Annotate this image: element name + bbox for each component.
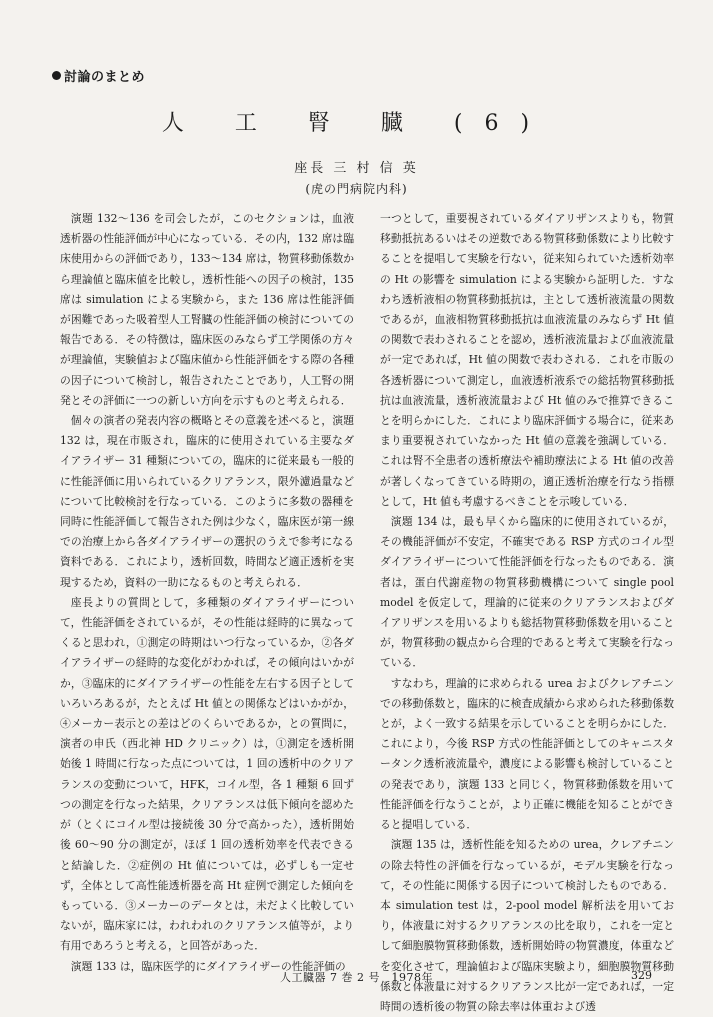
paragraph: 演題 132〜136 を司会したが，このセクションは，血液透析器の性能評価が中心になっている．その内，132 席は臨床使用からの評価であり，133〜134 席は，物質移動係数から理論値と臨床値を比較し，透析性能への因子の検討，135 席は simulation による実験から，また 136 席は性能評価が困難であった吸着型人工腎臓の性能評価の検討についての報告である．その特徴は，臨床医のみならず工学関係の方々が理論値，実験値および臨床値から性能評価をする際の各種の因子について検討し，報告されたことであり，人工腎の開発とその評価に一つの新しい方向を示すものと考えられる． bbox=[60, 212, 354, 407]
page-number: 329 bbox=[631, 969, 652, 982]
bullet-icon bbox=[52, 71, 61, 80]
paragraph: すなわち，理論的に求められる urea およびクレアチニンでの移動係数と，臨床的に検査成績から求められた移動係数とが，よく一致する結果を示していることを明らかにした．これにより，今後 RSP 方式の性能評価としてのキャニスタータンク透析液流量や，濃度による影響も検討していることの発表であり，演題 133 と同じく，物質移動係数を用いて性能評価を行なうことが，より正確に機能を知ることができると提唱している． bbox=[380, 676, 674, 832]
journal-citation: 人工臓器 7 巻 2 号 1978年 bbox=[280, 971, 433, 984]
paragraph: 座長よりの質問として，多種類のダイアライザーについて，性能評価をされているが，その性能は経時的に異なってくると思われ，①測定の時期はいつ行なっているか，②各ダイアライザーの経時的な変化がわかれば，その傾向はいかがか，③臨床的にダイアライザーの性能を左右する因子としていろいろあるが，たとえば Ht 値との関係などはいかがか，④メーカー表示との差はどのくらいであるか，との質問に，演者の申氏（西北神 HD クリニック）は，①測定を透析開始後 1 時間に行なった点については，1 回の透析中のクリアランスの変動について，HFK，コイル型，各 1 種類 6 回ずつの測定を行なった結果，クリアランスは低下傾向を認めたが（とくにコイル型は接続後 30 分で高かった），透析開始後 60〜90 分の測定が，ほぼ 1 回の透析効率を代表できると結論した．②症例の Ht 値については，必ずしも一定せず，全体として高性能透析器を高 Ht 症例で測定した傾向をもっている．③メーカーのデータとは，未だよく比較していないが，臨床家には，われわれのクリアランス値等が，より有用であろうと考える，と回答があった． bbox=[60, 595, 354, 953]
paragraph: 演題 133 は，臨床医学的にダイアライザーの性能評価の bbox=[70, 959, 346, 973]
section-label-text: 討論のまとめ bbox=[64, 70, 146, 85]
chair-line: 座長 三 村 信 英 bbox=[294, 161, 419, 176]
page-title: 人 工 腎 臓 (6) bbox=[161, 111, 552, 136]
section-label bbox=[52, 66, 145, 85]
paragraph: 個々の演者の発表内容の概略とその意義を述べると，演題 132 は，現在市販され，臨床的に使用されている主要なダイアライザー 31 種類についての，臨床的に従来最も一般的に性能評価に用いられているクリアランス，限外濾過量などについて比較検討を行なっている．このように多数の器種を同時に性能評価して報告された例は少なく，臨床医が第一線での治療上から各ダイアライザーの選択のうえで参考になる資料である．これにより，透析回数，時間など適正透析を実現するため，資料の一助になるものと考えられる． bbox=[60, 414, 354, 589]
paragraph: 演題 134 は，最も早くから臨床的に使用されているが，その機能評価が不安定，不確実である RSP 方式のコイル型ダイアライザーについて性能評価を行なったものである．演者は，蛋白代謝産物の物質移動機構について single pool model を仮定して，理論的に従来のクリアランスおよびダイアリザンスを用いるよりも総括物質移動係数を用いることが，物質移動の観点から合理的であると考えて実験を行なっている． bbox=[380, 515, 674, 670]
right-column bbox=[380, 209, 674, 1017]
left-column bbox=[60, 209, 354, 977]
paragraph: 演題 135 は，透析性能を知るための urea，クレアチニンの除去特性の評価を行なっているが，モデル実験を行なって，その性能に関係する因子について検討したものである．本 simulation test は，2-pool model 解析法を用いており，体液量に対するクリアランスの比を取り，これを一定として細胞膜物質移動係数，透析開始時の物質濃度，体重などを変化させて，理論値および臨床実験より，細胞膜物質移動係数と体液量に対するクリアランス比が一定であれば，一定時間の透析後の物質の除去率は体重および透 bbox=[380, 838, 674, 1013]
paragraph: 一つとして，重要視されているダイアリザンスよりも，物質移動抵抗あるいはその逆数である物質移動係数により比較することを提唱して実験を行ない，従来知られていた透析効率の Ht の影響を simulation による実験から証明した．すなわち透析液相の物質移動抵抗は，主として透析液流量の関数であるが，血液相物質移動抵抗は血液流量のみならず Ht 値の関数で表わされることを認め，透析液流量および血液流量が一定であれば，Ht 値の関数で表わされる．これを市販の各透析器について測定し，血液透析液系での総括物質移動抵抗は血液流量，透析液流量および Ht 値のみで推算できることを明らかにした．これにより臨床評価する場合に，従来あまり重要視されていなかった Ht 値の意義を強調している．これは腎不全患者の透析療法や補助療法による Ht 値の改善が著しくなってきている時期の，適正透析治療を行なう指標として，Ht 値も考慮するべきことを示唆している． bbox=[380, 212, 674, 508]
affiliation: (虎の門病院内科) bbox=[305, 182, 408, 196]
